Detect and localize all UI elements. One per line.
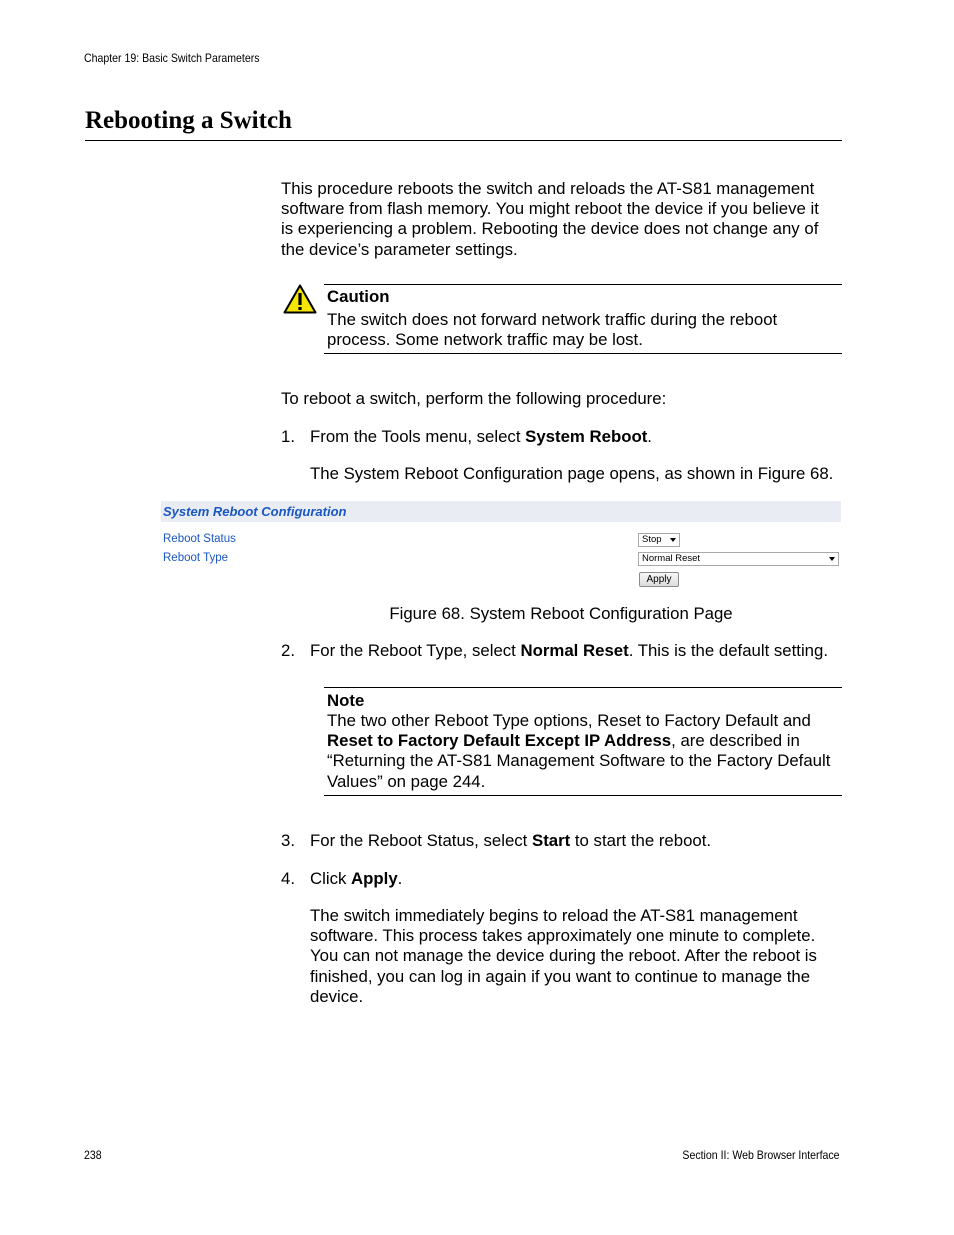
step-text-part: For the Reboot Type, select	[310, 641, 521, 660]
chevron-down-icon	[829, 557, 835, 561]
page-number: 238	[84, 1148, 102, 1162]
caution-bottom-rule	[324, 353, 842, 354]
intro-line: is experiencing a problem. Rebooting the device does not change any of	[281, 219, 819, 239]
running-header: Chapter 19: Basic Switch Parameters	[84, 51, 260, 65]
note-line: “Returning the AT-S81 Management Software to the Factory Default	[327, 751, 831, 771]
procedure-intro: To reboot a switch, perform the following procedure:	[281, 389, 667, 408]
step-3-text	[310, 831, 850, 851]
title-rule	[85, 140, 842, 141]
reboot-status-select[interactable]	[638, 533, 680, 547]
step-number: 3.	[281, 831, 295, 850]
apply-button[interactable]: Apply	[639, 572, 679, 587]
step-text-part: .	[397, 869, 403, 888]
step-number: 4.	[281, 869, 295, 888]
note-bottom-rule	[324, 795, 842, 796]
caution-text	[327, 310, 842, 350]
figure-bar-title: System Reboot Configuration	[163, 504, 347, 519]
step-1-followup: The System Reboot Configuration page opens, as shown in Figure 68.	[310, 464, 834, 483]
step-text-bold: Normal Reset	[520, 641, 629, 660]
followup-line: The switch immediately begins to reload the AT-S81 management	[310, 906, 798, 925]
figure-caption: Figure 68. System Reboot Configuration Page	[389, 604, 733, 623]
reboot-status-value: Stop	[642, 534, 662, 545]
followup-line: You can not manage the device during the reboot. After the reboot is	[310, 946, 817, 966]
caution-top-rule	[324, 284, 842, 285]
warning-triangle-icon	[283, 284, 317, 314]
intro-line: software from flash memory. You might reboot the device if you believe it	[281, 199, 819, 219]
step-text-part: For the Reboot Status, select	[310, 831, 532, 850]
intro-paragraph	[281, 179, 846, 260]
step-2-text	[310, 641, 850, 661]
intro-line: the device’s parameter settings.	[281, 239, 518, 259]
reboot-type-select[interactable]	[638, 552, 839, 566]
step-text-bold: System Reboot	[525, 427, 648, 446]
note-line	[327, 731, 842, 751]
note-line: The two other Reboot Type options, Reset to Factory Default and	[327, 711, 811, 730]
step-text-part: . This is the default setting.	[628, 641, 829, 660]
step-text-part: From the Tools menu, select	[310, 427, 526, 446]
reboot-type-value: Normal Reset	[642, 553, 701, 564]
followup-line: device.	[310, 986, 364, 1006]
note-text-part: , are described in	[671, 731, 800, 751]
footer-section: Section II: Web Browser Interface	[682, 1148, 840, 1162]
step-number: 1.	[281, 427, 295, 446]
caution-label: Caution	[327, 287, 390, 306]
note-label: Note	[327, 691, 365, 710]
caution-line: The switch does not forward network traffic during the reboot	[327, 310, 778, 329]
step-4-followup	[310, 906, 850, 1007]
note-top-rule	[324, 687, 842, 688]
step-text-part: .	[647, 427, 652, 446]
step-number: 2.	[281, 641, 295, 660]
followup-line: software. This process takes approximately one minute to complete.	[310, 926, 816, 946]
reboot-type-label[interactable]: Reboot Type	[163, 552, 229, 564]
note-line: Values” on page 244.	[327, 771, 486, 791]
step-text-bold: Start	[532, 831, 571, 850]
step-4-text	[310, 869, 850, 889]
note-bold: Reset to Factory Default Except IP Address	[327, 731, 672, 751]
step-text-part: to start the reboot.	[570, 831, 712, 850]
intro-line: This procedure reboots the switch and reloads the AT-S81 management	[281, 179, 815, 198]
caution-line: process. Some network traffic may be lost.	[327, 330, 643, 350]
chevron-down-icon	[670, 538, 676, 542]
step-text-part: Click	[310, 869, 352, 888]
step-1-text	[310, 427, 850, 447]
note-text	[327, 711, 842, 792]
reboot-status-label[interactable]: Reboot Status	[163, 533, 236, 545]
followup-line: finished, you can log in again if you want to continue to manage the	[310, 966, 811, 986]
section-title: Rebooting a Switch	[85, 107, 292, 134]
step-text-bold: Apply	[351, 869, 398, 888]
